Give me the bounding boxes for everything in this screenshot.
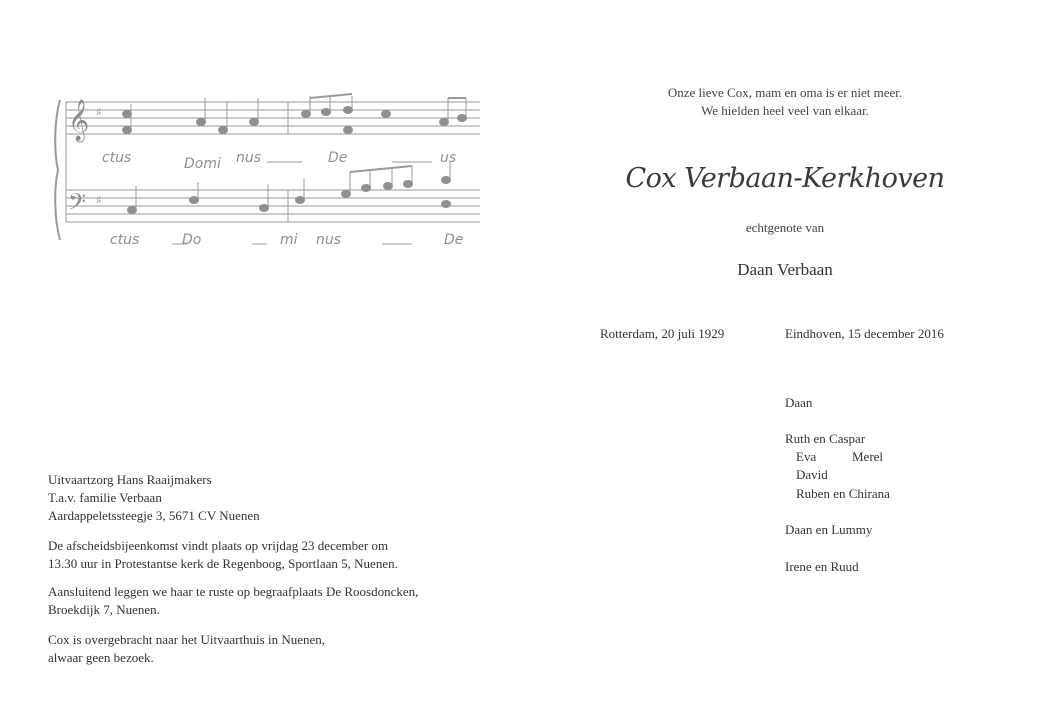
family-member: Ruth en Caspar <box>785 431 866 446</box>
family-member: Ruben en Chirana <box>796 486 890 501</box>
lyric: De <box>328 150 348 166</box>
address-line: Uitvaartzorg Hans Raaijmakers <box>48 472 212 487</box>
birth-date: Rotterdam, 20 juli 1929 <box>600 326 725 341</box>
deceased-name: Cox Verbaan-Kerkhoven <box>625 163 945 194</box>
lyric: nus <box>236 150 262 166</box>
intro-line-2: We hielden heel veel van elkaar. <box>701 103 869 118</box>
burial-line: Aansluitend leggen we haar te ruste op begraafplaats De Roosdoncken, <box>48 584 419 599</box>
lyric: us <box>440 150 457 166</box>
burial-info <box>48 583 418 619</box>
lyric: ctus <box>110 232 140 248</box>
lyric: Do <box>182 232 202 248</box>
family-member: Irene en Ruud <box>785 559 859 574</box>
family-member: Daan en Lummy <box>785 522 873 537</box>
relation-label: echtgenote van <box>745 220 825 235</box>
transfer-line: Cox is overgebracht naar het Uitvaarthuis in Nuenen, <box>48 632 326 647</box>
transfer-line: alwaar geen bezoek. <box>48 650 154 665</box>
farewell-line: 13.30 uur in Protestantse kerk de Regenboog, Sportlaan 5, Nuenen. <box>48 556 398 571</box>
spouse-name: Daan Verbaan <box>737 260 833 279</box>
address-line: T.a.v. familie Verbaan <box>48 490 162 505</box>
transfer-info <box>48 631 325 667</box>
lyric: ctus <box>102 150 132 166</box>
farewell-line: De afscheidsbijeenkomst vindt plaats op vrijdag 23 december om <box>48 538 389 553</box>
lyric: nus <box>316 232 342 248</box>
burial-line: Broekdijk 7, Nuenen. <box>48 602 160 617</box>
family-member: David <box>796 467 828 482</box>
lyric: Domi <box>184 156 221 172</box>
contact-address <box>48 471 260 525</box>
death-date: Eindhoven, 15 december 2016 <box>785 326 944 341</box>
intro-line-1: Onze lieve Cox, mam en oma is er niet meer. <box>667 85 903 100</box>
farewell-info <box>48 537 398 573</box>
svg-text:𝄞: 𝄞 <box>68 100 90 141</box>
svg-text:♯: ♯ <box>96 193 102 207</box>
svg-text:♯: ♯ <box>96 105 102 119</box>
family-member: Merel <box>852 449 884 464</box>
family-member: Eva <box>796 449 817 464</box>
family-member: Daan <box>785 395 813 410</box>
svg-text:𝄢: 𝄢 <box>68 188 87 221</box>
lyric: De <box>444 232 464 248</box>
lyric: mi <box>280 232 298 248</box>
music-score-illustration <box>52 92 482 252</box>
address-line: Aardappeletssteegje 3, 5671 CV Nuenen <box>48 508 260 523</box>
